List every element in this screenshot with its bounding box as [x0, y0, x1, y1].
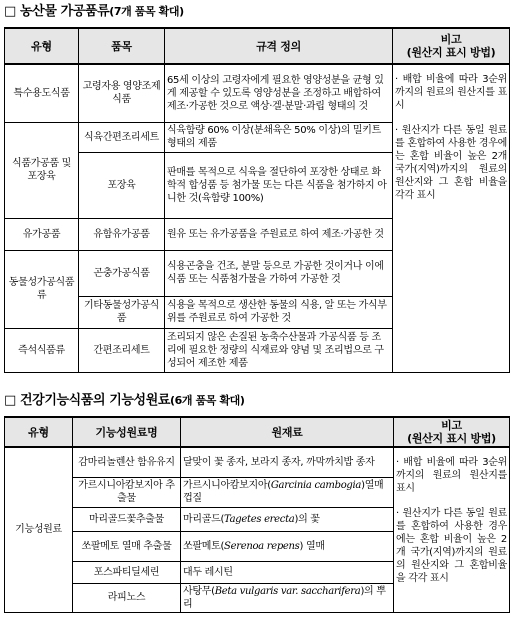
spec-cell: 판매를 목적으로 식육을 절단하여 포장한 상태로 화학적 합성품 등 첨가물 또는 다른 식품을 첨가하지 아니한 것(육함량 100%) — [165, 152, 393, 218]
item-cell: 포장육 — [79, 152, 165, 218]
section1-title-note: (7개 품목 확대) — [109, 5, 184, 18]
raw-text: )열매 껍질 — [183, 480, 384, 504]
header-raw-material: 원재료 — [181, 417, 394, 447]
raw-material-cell: 달맞이 꽃 종자, 보라지 종자, 까막까치밥 종자 — [181, 447, 394, 477]
spec-cell: 식용을 목적으로 생산한 동물의 식용, 알 또는 가식부위를 주원료로 하여 가공한 것 — [165, 296, 393, 328]
spec-cell: 식용곤충을 건조, 분말 등으로 가공한 것이거나 이에 식품 또는 식품첨가물을 가하여 가공한 것 — [165, 250, 393, 296]
scientific-name: Garcinia cambogia — [270, 480, 362, 491]
section1-title-text: □ 농산물 가공품류 — [4, 4, 110, 19]
header-remarks-line2: (원산지 표시 방법) — [406, 46, 496, 59]
raw-text: )의 뿌리 — [183, 585, 386, 610]
type-cell: 즉석식품류 — [5, 328, 79, 372]
type-cell: 식품가공품 및 포장육 — [5, 122, 79, 218]
table-header-row — [5, 28, 510, 64]
remarks-p2: · 원산지가 다른 동일 원료를 혼합하여 사용한 경우에는 혼합 비율이 높은 2개 국가(지역)까지의 원료의 원산지와 그 혼합비율을 각각 표시 — [396, 508, 507, 584]
raw-text: 마리골드( — [183, 513, 225, 525]
header-spec: 규격 정의 — [165, 28, 393, 64]
item-cell: 고령자용 영양조제식품 — [79, 64, 165, 122]
ingredient-cell: 포스파티딜세린 — [73, 561, 181, 583]
spec-cell: 65세 이상의 고령자에게 필요한 영양성분을 균형 있게 제공할 수 있도록 영양성분을 조정하고 배합하여 제조·가공한 것으로 액상·겔·분말·과립 형태의 것 — [165, 64, 393, 122]
section2-title — [4, 393, 245, 409]
type-cell: 유가공품 — [5, 218, 79, 250]
ingredient-cell: 쏘팔메토 열매 추출물 — [73, 531, 181, 561]
header-ingredient: 기능성원료명 — [73, 417, 181, 447]
ingredient-cell: 라피노스 — [73, 583, 181, 612]
remarks-p2: · 원산지가 다른 동일 원료를 혼합하여 사용한 경우에는 혼합 비율이 높은 2개 국가(지역)까지의 원료의 원산지와 그 혼합 비율을 각각 표시 — [395, 125, 507, 201]
raw-text: 쏘팔메토( — [183, 540, 225, 552]
ingredient-cell: 가르시니아캄보지아 추출물 — [73, 477, 181, 507]
item-cell: 식육간편조리세트 — [79, 122, 165, 152]
raw-material-cell — [181, 531, 394, 561]
raw-text: 가르시니아캄보지아( — [183, 480, 271, 491]
remarks-p1: · 배합 비율에 따라 3순위까지의 원료의 원산지를 표시 — [395, 74, 507, 111]
table-row — [5, 447, 510, 477]
item-cell: 곤충가공식품 — [79, 250, 165, 296]
header-remarks-line1: 비고 — [440, 33, 462, 46]
raw-material-cell: 대두 레시틴 — [181, 561, 394, 583]
remarks-p1: · 배합 비율에 따라 3순위까지의 원료의 원산지를 표시 — [396, 457, 507, 494]
ingredient-cell: 감마리놀렌산 함유유지 — [73, 447, 181, 477]
item-cell: 기타동물성가공식품 — [79, 296, 165, 328]
item-cell: 유함유가공품 — [79, 218, 165, 250]
raw-text: 사탕무( — [183, 585, 215, 597]
spec-cell: 조리되지 않은 손질된 농축수산물과 가공식품 등 조리에 필요한 정량의 식재료와 양념 및 조리법으로 구성되어 제조한 제품 — [165, 328, 393, 372]
table-row — [5, 64, 510, 122]
header-remarks-line1: 비고 — [441, 419, 462, 432]
raw-text: )의 꽃 — [294, 513, 320, 525]
functional-ingredients-table — [4, 416, 510, 613]
type-cell: 특수용도식품 — [5, 64, 79, 122]
header-type: 유형 — [5, 417, 73, 447]
header-item: 품목 — [79, 28, 165, 64]
spec-cell: 원유 또는 유가공품을 주원료로 하여 제조·가공한 것 — [165, 218, 393, 250]
raw-text: ) 열매 — [299, 540, 325, 552]
processed-foods-table — [4, 27, 510, 373]
raw-material-cell — [181, 477, 394, 507]
scientific-name: Tagetes erecta — [224, 513, 295, 525]
item-cell: 간편조리세트 — [79, 328, 165, 372]
scientific-name: Beta vulgaris var. saccharifera — [214, 585, 361, 597]
section1-title — [4, 4, 184, 20]
header-type: 유형 — [5, 28, 79, 64]
raw-material-cell — [181, 583, 394, 612]
header-remarks-line2: (원산지 표시 방법) — [407, 432, 496, 445]
remarks-cell — [393, 64, 510, 372]
section2-title-text: □ 건강기능식품의 기능성원료 — [4, 393, 171, 408]
section2-title-note: (6개 품목 확대) — [170, 394, 245, 407]
type-cell: 동물성가공식품류 — [5, 250, 79, 328]
type-cell: 기능성원료 — [5, 447, 73, 612]
header-remarks — [394, 417, 510, 447]
table-header-row — [5, 417, 510, 447]
header-remarks — [393, 28, 510, 64]
ingredient-cell: 마리골드꽃추출물 — [73, 507, 181, 531]
remarks-cell — [394, 447, 510, 612]
raw-material-cell — [181, 507, 394, 531]
scientific-name: Serenoa repens — [224, 540, 300, 552]
spec-cell: 식육함량 60% 이상(분쇄육은 50% 이상)의 밀키트 형태의 제품 — [165, 122, 393, 152]
